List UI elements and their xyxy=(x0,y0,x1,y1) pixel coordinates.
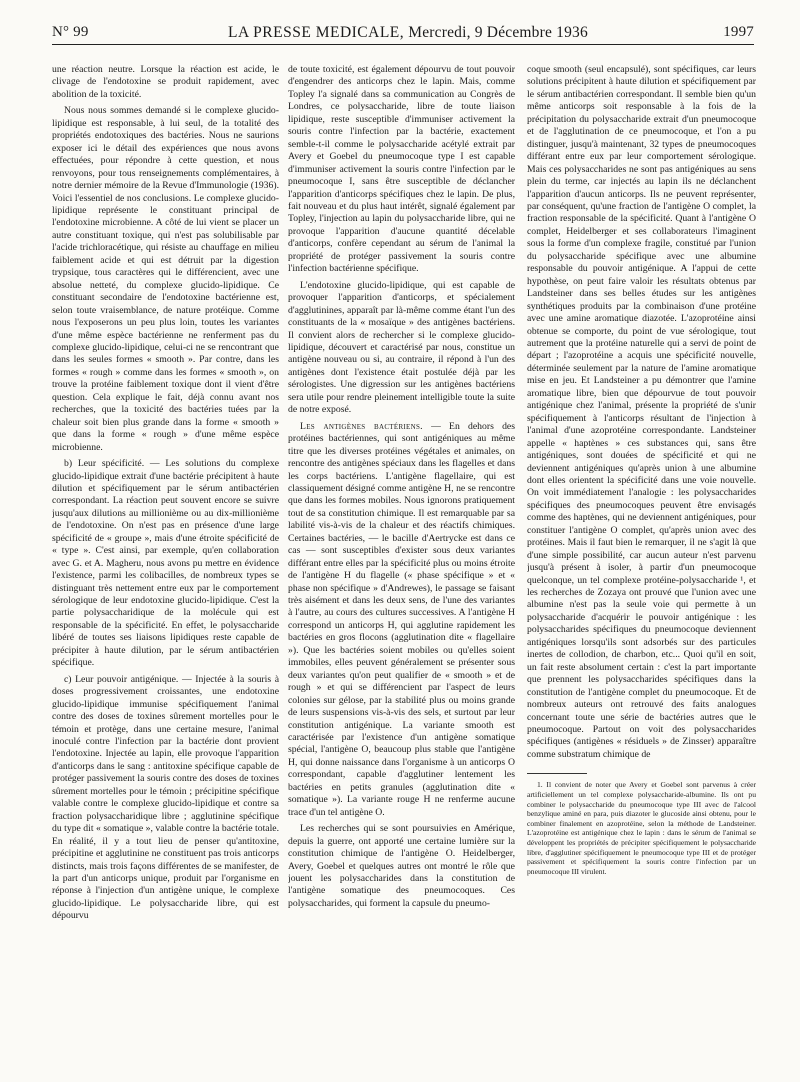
paragraph-bacterial-antigens xyxy=(288,421,515,820)
issue-date: Mercredi, 9 Décembre 1936 xyxy=(408,24,588,41)
footnote-text: 1. Il convient de noter que Avery et Goebel sont parvenus à créer artificiellement un tel complexe polysaccharide-albumine. Ils ont pu combiner le polysaccharide du pneumocoque type III avec de l'alcool benzylique aminé en para, puis diazoter le glucoside ainsi obtenu, pour le combiner finalement en azoprotéine, selon la méthode de Landsteiner. L'azoprotéine est antigénique chez le lapin : dans le sérum de l'animal se développent les propriétés de précipiter spécifiquement le polysaccharide libre, d'agglutiner spécifiquement le pneumocoque type III et de protéger passivement et spécifiquement la souris contre l'infection par un pneumocoque III virulent. xyxy=(527,780,756,876)
journal-name: LA PRESSE MEDICALE, xyxy=(228,24,405,41)
issue-number: N° 99 xyxy=(52,24,89,40)
paragraph: une réaction neutre. Lorsque la réaction est acide, le clivage de l'endotoxine se produit rapidement, avec abolition de la toxicité. xyxy=(52,64,279,100)
journal-title-line xyxy=(228,24,588,42)
paragraph-specificity: b) Leur spécificité. — Les solutions du complexe glucido-lipidique extrait d'une bactérie précipitent à haute dilution et spécifiquement par le sérum antibactérien correspondant. La réaction peut souvent encore se suivre jusqu'aux dilutions au millionième ou au dix-millionième de l'endotoxine. On n'est pas en présence d'une large spécificité de « groupe », mais d'une étroite spécificité de « type ». C'est ainsi, par exemple, qu'en collaboration avec G. et A. Magheru, nous avons pu mettre en évidence l'existence, parmi les colibacilles, de nombreux types se distinguant très nettement entre eux par le comportement sérologique de leur endotoxine glucido-lipidique. C'est la partie polysaccharidique de la molécule qui est responsable de la spécificité. En effet, le polysaccharide libéré de toutes ses liaisons lipidiques reste capable de précipiter à haute dilution, par le sérum antibactérien spécifique. xyxy=(52,458,279,669)
paragraph: L'endotoxine glucido-lipidique, qui est capable de provoquer l'apparition d'anticorps, et spécialement d'agglutinines, apparaît par là-même comme étant l'un des constituants de la « mosaïque » des antigènes bactériens. Il convient alors de rechercher si le complexe glucido-lipidique, découvert et caractérisé par nous, constitue un antigène nouveau ou si, au contraire, il répond à l'un des antigènes dont l'existence était postulée déjà par les sérologistes. Une digression sur les antigènes bactériens sera utile pour rendre pleinement intelligible toute la suite de notre exposé. xyxy=(288,279,515,416)
paragraph-antigenic-power: c) Leur pouvoir antigénique. — Injectée à la souris à doses progressivement croissantes, une endotoxine glucido-lipidique immunise spécifiquement l'animal contre des doses de toxines sûrement mortelles pour le témoin et protège, dans une certaine mesure, l'animal inoculé contre l'infection par la bactérie dont provient l'endotoxine. Injectée au lapin, elle provoque l'apparition d'anticorps dans le sang : antitoxine spécifique capable de protéger passivement la souris contre des doses de toxines sûrement mortelles pour le témoin ; précipitine spécifique valable contre le complexe glucido-lipidique et contre sa fraction polysaccharidique libre ; agglutinine spécifique du type dit « somatique », valable contre la bactérie totale. En réalité, il y a tout lieu de penser qu'antitoxine, précipitine et agglutinine ne constituent pas trois anticorps distincts, mais trois façons différentes de se manifester, de la part d'un anticorps unique, produit par l'organisme en réponse à l'injection d'un antigène unique, le complexe glucido-lipidique. Le polysaccharide libre, qui est dépourvu xyxy=(52,673,279,922)
text-column-1 xyxy=(52,64,279,1044)
paragraph: de toute toxicité, est également dépourvu de tout pouvoir d'engendrer des anticorps chez le lapin. Mais, comme Topley l'a signalé dans sa communication au Congrès de Londres, ce polysaccharide, libre de toute liaison lipidique, reste susceptible d'immuniser activement la souris contre l'infection par la bactérie, exactement semble-t-il comme le polysaccharide acétylé extrait par Avery et Goebel du pneumocoque type I est capable d'immuniser activement la souris contre l'infection par le pneumocoque I, sans être susceptible de déclancher l'apparition d'anticorps spécifiques chez le lapin. De plus, fait nouveau et du plus haut intérêt, signalé également par Topley, l'injection au lapin du polysaccharide libre, qui ne provoque l'apparition d'aucune quantité décelable d'anticorps, confère cependant au sérum de l'animal la propriété de protéger passivement la souris contre l'infection bactérienne spécifique. xyxy=(288,64,515,275)
page-number: 1997 xyxy=(723,24,754,40)
text-column-3 xyxy=(527,64,756,1044)
paragraph: coque smooth (seul encapsulé), sont spécifiques, car leurs solutions précipitent à haute dilution et spécifiquement par le sérum antibactérien correspondant. Il semble bien qu'un même anticorps soit responsable à la fois de la précipitation du polysaccharide extrait d'un pneumocoque et de l'agglutination de ce pneumocoque, et l'on a pu distinguer, jusqu'à maintenant, 32 types de pneumocoques différant entre eux par leur comportement sérologique. Mais ces polysaccharides ne sont pas antigéniques au sens plein du terme, car injectés au lapin ils ne déclanchent l'apparition d'aucun anticorps. Ils ne peuvent représenter, par conséquent, qu'une fraction de l'antigène O complet, la fraction responsable de la spécificité. Quant à l'antigène O complet, Heidelberger et ses collaborateurs l'imaginent sous la forme d'un complexe fragile, constitué par l'union du polysaccharide spécifique avec une albumine responsable du pouvoir antigénique. A l'appui de cette hypothèse, on peut faire valoir les résultats obtenus par Landsteiner dans ses belles études sur les antigènes synthétiques produits par la combinaison d'une protéine avec une amine aromatique diazotée. L'azoprotéine ainsi obtenue se comporte, du point de vue sérologique, tout autrement que la protéine naturelle qui a servi de point de départ ; l'azoprotéine a acquis une spécificité nouvelle, déterminée seulement par la nature de l'amine aromatique mise en jeu. Et Landsteiner a pu démontrer que l'amine aromatique libre, bien que dépourvue de tout pouvoir antigénique chez l'animal, présente la propriété de s'unir spécifiquement à l'anticorps résultant de l'injection à l'animal d'une azoprotéine correspondante. Landsteiner appelle « haptènes » ces substances qui, sans être antigéniques, sont douées de spécificité et qui ne deviennent antigéniques qu'après union à une albumine dont elles orientent la spécificité dans une voie nouvelle. On voit immédiatement l'analogie : les polysaccharides spécifiques des pneumocoques peuvent être envisagés comme des haptènes, qui ne deviennent antigéniques, pour constituer l'antigène O complet, qu'après union avec des protéines. Mais il faut bien le remarquer, il ne s'agit là que d'une simple possibilité, car aucun auteur n'est parvenu jusqu'à présent à isoler, à partir d'un pneumocoque quelconque, un tel complexe protéine-polysaccharide ¹, et les recherches de Zozaya ont prouvé que l'union avec une albumine n'est pas la seule voie qui permette à un polysaccharide d'acquérir le pouvoir antigénique : les polysaccharides spécifiques du pneumocoque deviennent antigéniques lorsqu'ils sont adsorbés sur des particules inertes de collodion, de charbon, etc... Quoi qu'il en soit, un fait reste absolument certain : c'est la part importante que prennent les polysaccharides spécifiques dans la constitution de l'antigène complet du pneumocoque. Et de nombreux auteurs ont retrouvé des faits analogues concernant toute une série de bactéries autres que le pneumocoque. Partout on voit des polysaccharides spécifiques (antigènes « résiduels » de Zinsser) apparaître comme substratum chimique de xyxy=(527,64,756,760)
paragraph: Les recherches qui se sont poursuivies en Amérique, depuis la guerre, ont apporté une certaine lumière sur la constitution chimique de l'antigène O. Heidelberger, Avery, Goebel et quelques autres ont montré le rôle que jouent les polysaccharides dans la constitution de l'antigène somatique des pneumocoques. Ces polysaccharides, qui forment la capsule du pneumo- xyxy=(288,823,515,909)
paragraph-body: — En dehors des protéines bactériennes, qui sont antigéniques au même titre que les diverses protéines végétales et animales, on rencontre des antigènes spéciaux dans les flagelles et dans les corps bactériens. L'antigène flagellaire, qui est classiquement désigné comme antigène H, ne se rencontre que dans les formes mobiles. Nous ignorons pratiquement tout de sa constitution chimique. Il est remarquable par sa labilité vis-à-vis de la chaleur et des réactifs chimiques. Certaines bactéries, — le bacille d'Aertrycke est dans ce cas — sont susceptibles d'exister sous deux variantes différant entre elles par la spécificité plus ou moins étroite de l'antigène H du flagelle (« phase spécifique » et « phase non spécifique » d'Andrewes), le passage se faisant très aisément et dans les deux sens, de l'une des variantes à l'autre, au cours des cultures successives. A l'antigène H correspond un anticorps H, qui agglutine rapidement les bactéries en gros flocons (agglutination dite « flagellaire »). Que les bactéries soient mobiles ou qu'elles soient immobiles, elles peuvent généralement se présenter sous deux variantes qu'on peut qualifier de « smooth » et de rough » et qui se différencient par l'aspect de leurs colonies sur gélose, par la stabilité plus ou moins grande de leurs suspensions vis-à-vis des sels, et surtout par leur constitution antigénique. La variante smooth est caractérisée par l'existence d'un antigène somatique spécial, l'antigène O, beaucoup plus stable que l'antigène H, qui donne naissance dans l'organisme à un anticorps O correspondant, capable d'agglutiner lentement les bactéries en petits granules (agglutination dite « somatique »). La variante rouge H ne renferme aucune trace d'un tel antigène O. xyxy=(288,420,515,818)
paragraph: Nous nous sommes demandé si le complexe glucido-lipidique est responsable, à lui seul, de la totalité des propriétés endotoxiques des bactéries. Nous ne saurions exposer ici le détail des expériences que nous avons effectuées, pour répondre à cette question, et nous renvoyons, pour tous renseignements complémentaires, à notre dernier mémoire de la Revue d'Immunologie (1936). Voici l'essentiel de nos conclusions. Le complexe glucido-lipidique représente le constituant principal de l'endotoxine microbienne. A côté de lui vient se placer un autre constituant toxique, qui n'est pas solubilisable par l'acide trichloracétique, qui résiste au chauffage en milieu faiblement acide et qui est détruit par la digestion trypsique, tous caractères qui le différencient, avec une absolue netteté, du complexe glucido-lipidique. Ce constituant secondaire de l'endotoxine bactérienne est, selon toute vraisemblance, de nature protéique. Comme nous l'exposerons un peu plus loin, toutes les variantes d'une même espèce bactérienne ne renferment pas du complexe glucido-lipidique, celui-ci ne se rencontrant que dans les seules formes « smooth ». Par contre, dans les formes « rough » comme dans les formes « smooth », on trouve la protéine faiblement toxique dont il vient d'être question. Cela explique le fait, déjà connu avant nos recherches, que la toxicité des bactéries tuées par la chaleur soit bien plus grande dans la forme « smooth » que dans la forme « rough » d'une même espèce microbienne. xyxy=(52,105,279,453)
footnote-rule xyxy=(527,773,587,774)
section-heading: Les antigènes bactériens. xyxy=(300,420,423,432)
text-column-2 xyxy=(288,64,515,1044)
header-rule xyxy=(52,44,754,45)
footnote xyxy=(527,780,756,876)
